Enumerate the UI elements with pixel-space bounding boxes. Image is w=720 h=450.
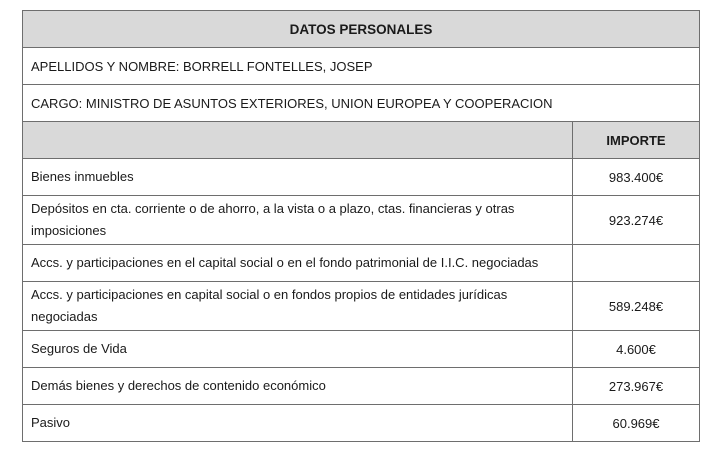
table-row (23, 159, 700, 196)
cargo-row (23, 85, 700, 122)
item-importe: 923.274€ (573, 196, 700, 245)
cargo: CARGO: MINISTRO DE ASUNTOS EXTERIORES, UNION EUROPEA Y COOPERACION (23, 85, 700, 122)
item-concepto: Seguros de Vida (23, 331, 573, 368)
section-title: DATOS PERSONALES (23, 11, 700, 48)
item-importe: 273.967€ (573, 368, 700, 405)
item-concepto: Bienes inmuebles (23, 159, 573, 196)
apellidos-nombre: APELLIDOS Y NOMBRE: BORRELL FONTELLES, JOSEP (23, 48, 700, 85)
column-header-row (23, 122, 700, 159)
item-importe: 4.600€ (573, 331, 700, 368)
importe-header: IMPORTE (573, 122, 700, 159)
table-row (23, 331, 700, 368)
table-row (23, 368, 700, 405)
item-importe: 60.969€ (573, 405, 700, 442)
table-row (23, 282, 700, 331)
name-row (23, 48, 700, 85)
item-importe: 589.248€ (573, 282, 700, 331)
item-concepto: Depósitos en cta. corriente o de ahorro, a la vista o a plazo, ctas. financieras y otras imposiciones (23, 196, 573, 245)
item-concepto: Pasivo (23, 405, 573, 442)
table-row (23, 405, 700, 442)
item-importe: 983.400€ (573, 159, 700, 196)
declaration-table (22, 10, 700, 442)
item-importe (573, 245, 700, 282)
table-row (23, 245, 700, 282)
item-concepto: Accs. y participaciones en capital social o en fondos propios de entidades jurídicas negociadas (23, 282, 573, 331)
item-concepto: Accs. y participaciones en el capital social o en el fondo patrimonial de I.I.C. negociadas (23, 245, 573, 282)
table-row (23, 196, 700, 245)
section-header-row (23, 11, 700, 48)
item-concepto: Demás bienes y derechos de contenido económico (23, 368, 573, 405)
concepto-header (23, 122, 573, 159)
